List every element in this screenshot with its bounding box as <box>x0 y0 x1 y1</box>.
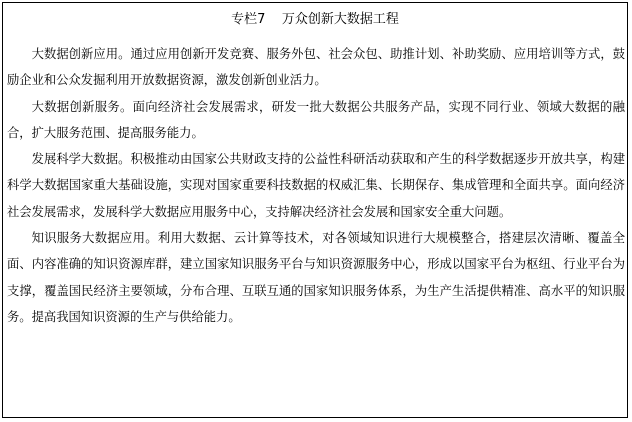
paragraph-knowledge-service: 知识服务大数据应用。利用大数据、云计算等技术，对各领域知识进行大规模整合，搭建层次清晰、覆盖全面、内容准确的知识资源库群，建立国家知识服务平台与知识资源服务中心，形成以国家平台为枢纽、行业平台为支撑，覆盖国民经济主要领域，分布合理、互联互通的国家知识服务体系，为生产生活提供精准、高水平的知识服务。提高我国知识资源的生产与供给能力。 <box>7 231 625 324</box>
paragraph-innovation-application: 大数据创新应用。通过应用创新开发竞赛、服务外包、社会众包、助推计划、补助奖励、应用培训等方式，鼓励企业和公众发掘利用开放数据资源，激发创新创业活力。 <box>7 47 625 88</box>
paragraph-science-big-data: 发展科学大数据。积极推动由国家公共财政支持的公益性科研活动获取和产生的科学数据逐步开放共享，构建科学大数据国家重大基础设施，实现对国家重要科技数据的权威汇集、长期保存、集成管理和全面共享。面向经济社会发展需求，发展科学大数据应用服务中心，支持解决经济社会发展和国家安全重大问题。 <box>7 152 625 219</box>
column-title: 专栏7 万众创新大数据工程 <box>231 12 399 27</box>
paragraph-innovation-service: 大数据创新服务。面向经济社会发展需求，研发一批大数据公共服务产品，实现不同行业、领域大数据的融合，扩大服务范围、提高服务能力。 <box>7 99 625 140</box>
column-body <box>7 41 625 330</box>
column-box <box>2 2 628 418</box>
